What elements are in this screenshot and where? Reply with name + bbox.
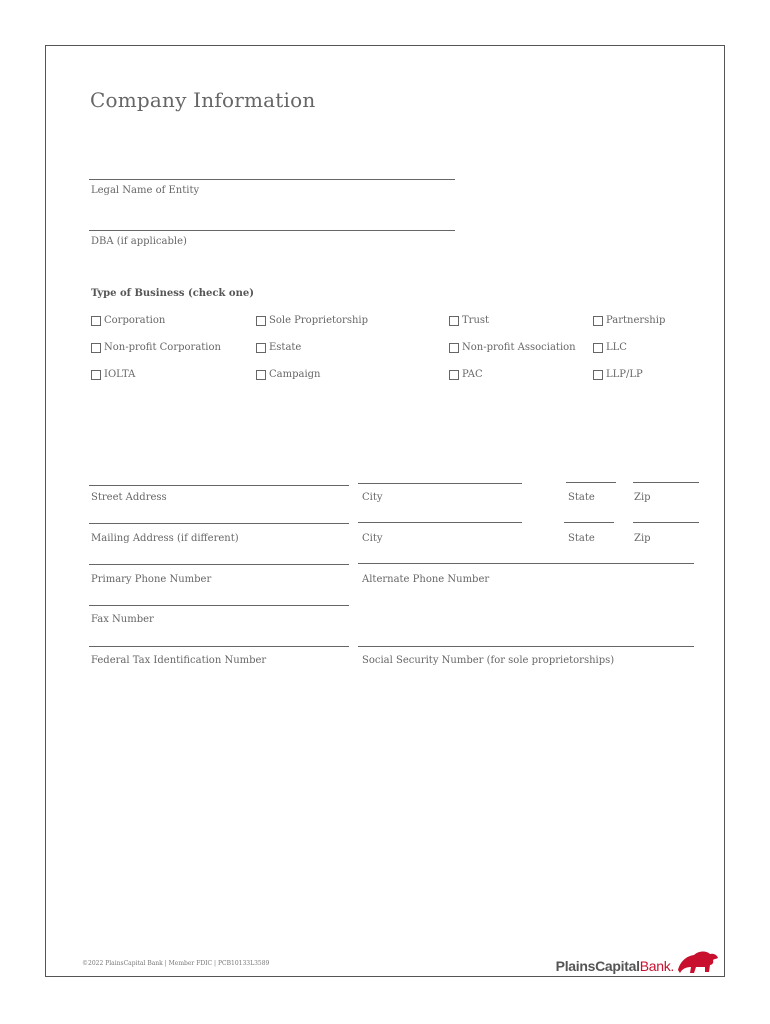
option-campaign[interactable]: Campaign bbox=[256, 369, 321, 380]
checkbox[interactable] bbox=[593, 370, 603, 380]
option-corporation[interactable]: Corporation bbox=[91, 315, 165, 326]
checkbox[interactable] bbox=[449, 370, 459, 380]
option-non-profit-association[interactable]: Non-profit Association bbox=[449, 342, 576, 353]
checkbox[interactable] bbox=[449, 316, 459, 326]
tax-id-label: Federal Tax Identification Number bbox=[91, 655, 267, 666]
street-label: Street Address bbox=[91, 492, 167, 503]
zip1-input[interactable] bbox=[633, 482, 699, 483]
mailing-input[interactable] bbox=[89, 523, 349, 524]
primary-phone-label: Primary Phone Number bbox=[91, 574, 212, 585]
option-non-profit-corporation[interactable]: Non-profit Corporation bbox=[91, 342, 221, 353]
state2-input[interactable] bbox=[564, 522, 614, 523]
business-type-heading: Type of Business (check one) bbox=[91, 288, 254, 299]
buffalo-icon bbox=[676, 948, 720, 976]
legal-name-input[interactable] bbox=[89, 179, 455, 180]
alt-phone-label: Alternate Phone Number bbox=[362, 574, 490, 585]
logo-wordmark: PlainsCapitalBank. bbox=[555, 958, 674, 974]
checkbox[interactable] bbox=[256, 343, 266, 353]
zip2-label: Zip bbox=[634, 533, 651, 544]
state1-input[interactable] bbox=[566, 482, 616, 483]
fax-input[interactable] bbox=[89, 605, 349, 606]
checkbox[interactable] bbox=[593, 316, 603, 326]
fax-label: Fax Number bbox=[91, 614, 154, 625]
bank-logo bbox=[556, 948, 720, 976]
mailing-label: Mailing Address (if different) bbox=[91, 533, 239, 544]
option-sole-proprietorship[interactable]: Sole Proprietorship bbox=[256, 315, 368, 326]
primary-phone-input[interactable] bbox=[89, 564, 349, 565]
zip1-label: Zip bbox=[634, 492, 651, 503]
city2-label: City bbox=[362, 533, 383, 544]
dba-input[interactable] bbox=[89, 230, 455, 231]
city1-input[interactable] bbox=[358, 483, 522, 484]
tax-id-input[interactable] bbox=[89, 646, 349, 647]
checkbox[interactable] bbox=[256, 316, 266, 326]
city1-label: City bbox=[362, 492, 383, 503]
ssn-label: Social Security Number (for sole proprietorships) bbox=[362, 655, 615, 666]
street-input[interactable] bbox=[89, 485, 349, 486]
option-trust[interactable]: Trust bbox=[449, 315, 489, 326]
alt-phone-input[interactable] bbox=[358, 563, 694, 564]
option-estate[interactable]: Estate bbox=[256, 342, 301, 353]
checkbox[interactable] bbox=[256, 370, 266, 380]
checkbox[interactable] bbox=[91, 370, 101, 380]
option-iolta[interactable]: IOLTA bbox=[91, 369, 135, 380]
legal-name-label: Legal Name of Entity bbox=[91, 185, 200, 196]
state2-label: State bbox=[568, 533, 595, 544]
option-llp-lp[interactable]: LLP/LP bbox=[593, 369, 643, 380]
state1-label: State bbox=[568, 492, 595, 503]
ssn-input[interactable] bbox=[358, 646, 694, 647]
checkbox[interactable] bbox=[449, 343, 459, 353]
zip2-input[interactable] bbox=[633, 522, 699, 523]
city2-input[interactable] bbox=[358, 522, 522, 523]
footer-copyright: ©2022 PlainsCapital Bank | Member FDIC | PCB10133L3589 bbox=[82, 960, 270, 967]
option-llc[interactable]: LLC bbox=[593, 342, 627, 353]
option-partnership[interactable]: Partnership bbox=[593, 315, 665, 326]
checkbox[interactable] bbox=[91, 343, 101, 353]
checkbox[interactable] bbox=[91, 316, 101, 326]
option-pac[interactable]: PAC bbox=[449, 369, 483, 380]
dba-label: DBA (if applicable) bbox=[91, 236, 187, 247]
page-title: Company Information bbox=[90, 88, 316, 112]
checkbox[interactable] bbox=[593, 343, 603, 353]
